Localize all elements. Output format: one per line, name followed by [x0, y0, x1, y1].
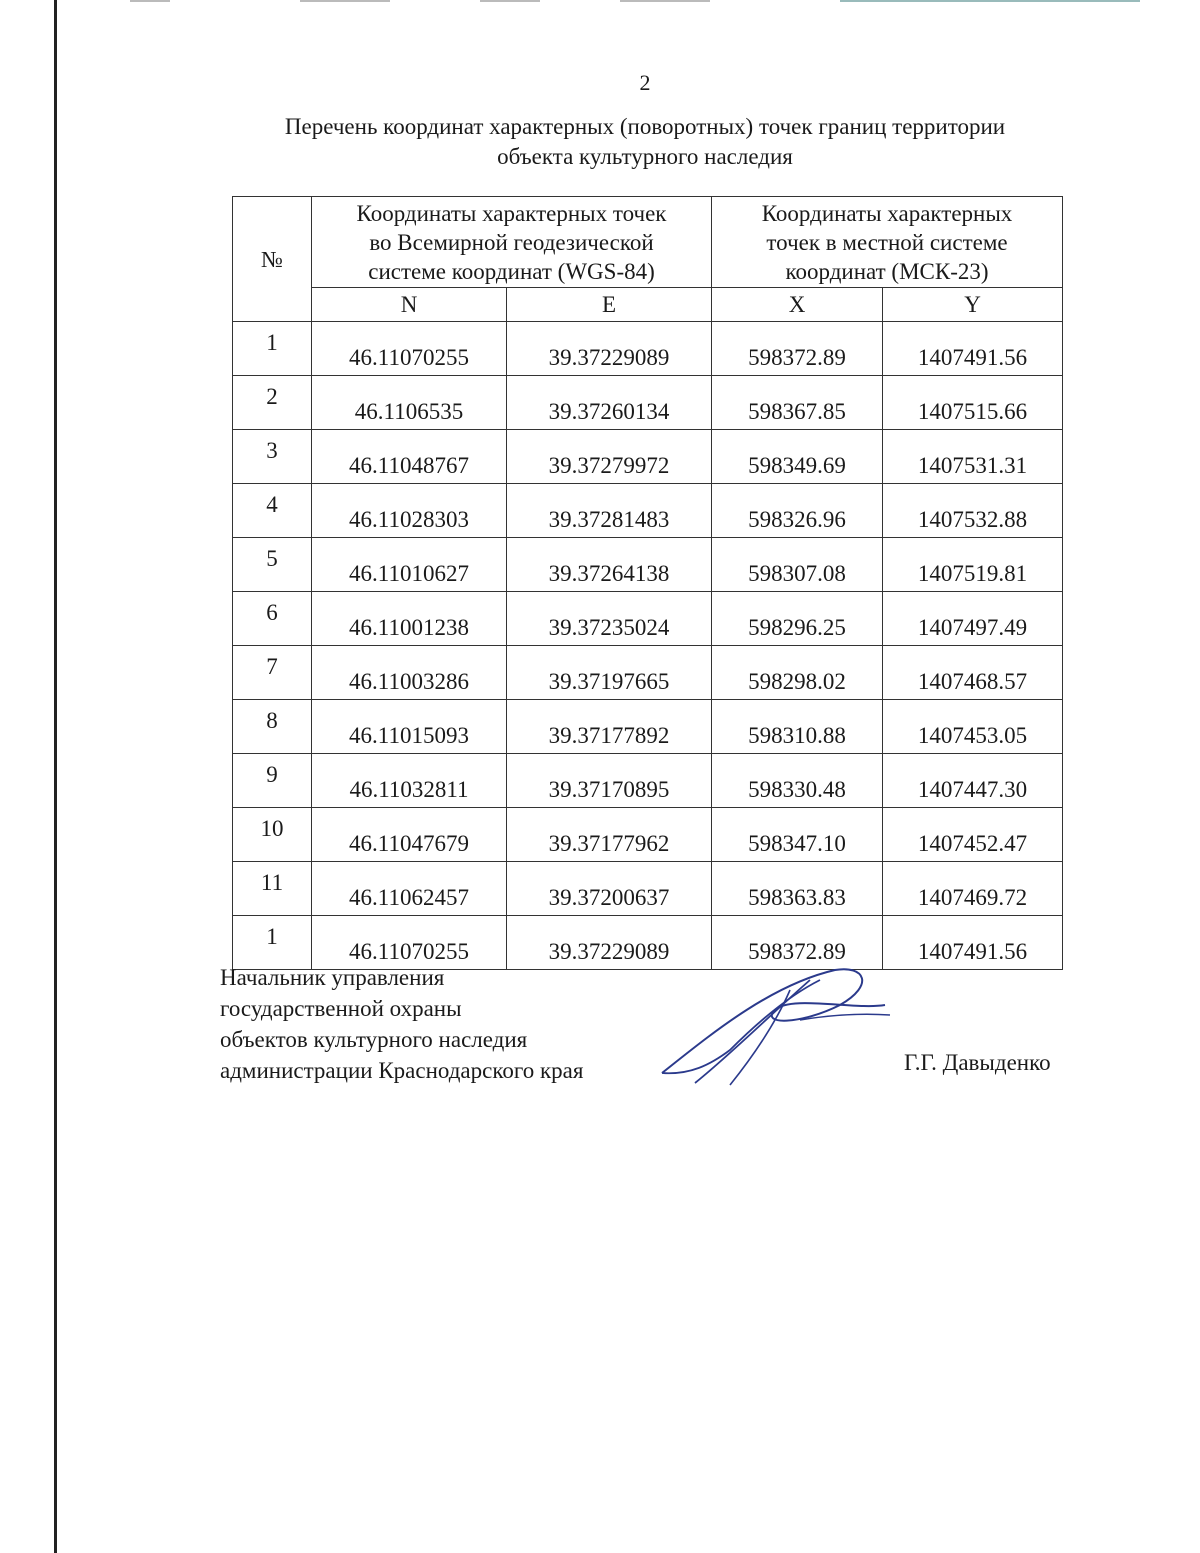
cell-msk23-x: 598349.69: [712, 430, 883, 484]
cell-point-number: 4: [233, 484, 312, 538]
cell-wgs84-n: 46.11062457: [312, 862, 507, 916]
scan-left-edge: [54, 0, 57, 1553]
cell-point-number: 7: [233, 646, 312, 700]
cell-wgs84-e: 39.37260134: [507, 376, 712, 430]
cell-wgs84-n: 46.11001238: [312, 592, 507, 646]
cell-msk23-y: 1407532.88: [883, 484, 1063, 538]
header-msk23-line-2: точек в местной системе: [766, 229, 1008, 255]
cell-msk23-x: 598363.83: [712, 862, 883, 916]
document-title-line-2: объекта культурного наследия: [497, 144, 793, 169]
cell-msk23-y: 1407452.47: [883, 808, 1063, 862]
signatory-line-3: объектов культурного наследия: [220, 1027, 528, 1052]
cell-wgs84-n: 46.11010627: [312, 538, 507, 592]
scan-speck: [620, 0, 710, 2]
cell-point-number: 3: [233, 430, 312, 484]
document-title-line-1: Перечень координат характерных (поворотных) точек границ территории: [284, 114, 1006, 139]
table-row: [233, 862, 1063, 916]
cell-msk23-x: 598347.10: [712, 808, 883, 862]
coordinates-table: [232, 196, 1063, 970]
cell-wgs84-e: 39.37197665: [507, 646, 712, 700]
cell-msk23-x: 598330.48: [712, 754, 883, 808]
table-row: [233, 700, 1063, 754]
cell-wgs84-e: 39.37177962: [507, 808, 712, 862]
cell-point-number: 2: [233, 376, 312, 430]
cell-msk23-x: 598307.08: [712, 538, 883, 592]
scan-top-specks: [0, 0, 1200, 6]
cell-wgs84-e: 39.37229089: [507, 322, 712, 376]
table-row: [233, 322, 1063, 376]
cell-msk23-y: 1407519.81: [883, 538, 1063, 592]
header-msk23-line-3: координат (МСК-23): [785, 258, 989, 284]
cell-msk23-x: 598326.96: [712, 484, 883, 538]
scan-speck: [130, 0, 170, 2]
signatory-line-2: государственной охраны: [220, 996, 462, 1021]
cell-msk23-y: 1407468.57: [883, 646, 1063, 700]
cell-wgs84-n: 46.11048767: [312, 430, 507, 484]
cell-wgs84-n: 46.11028303: [312, 484, 507, 538]
scan-speck: [300, 0, 390, 2]
header-n: N: [312, 288, 507, 322]
handwritten-signature: [650, 965, 910, 1100]
header-e: E: [507, 288, 712, 322]
cell-msk23-y: 1407447.30: [883, 754, 1063, 808]
cell-wgs84-e: 39.37200637: [507, 862, 712, 916]
header-y: Y: [883, 288, 1063, 322]
cell-point-number: 8: [233, 700, 312, 754]
cell-wgs84-e: 39.37281483: [507, 484, 712, 538]
header-wgs84-line-2: во Всемирной геодезической: [369, 229, 654, 255]
cell-point-number: 9: [233, 754, 312, 808]
cell-msk23-x: 598296.25: [712, 592, 883, 646]
cell-wgs84-n: 46.11047679: [312, 808, 507, 862]
cell-point-number: 10: [233, 808, 312, 862]
header-wgs84-line-1: Координаты характерных точек: [356, 200, 667, 226]
cell-wgs84-e: 39.37170895: [507, 754, 712, 808]
cell-wgs84-n: 46.11032811: [312, 754, 507, 808]
cell-wgs84-e: 39.37264138: [507, 538, 712, 592]
cell-msk23-x: 598367.85: [712, 376, 883, 430]
cell-msk23-y: 1407515.66: [883, 376, 1063, 430]
document-title: [200, 112, 1090, 172]
cell-wgs84-n: 46.1106535: [312, 376, 507, 430]
cell-point-number: 1: [233, 322, 312, 376]
cell-msk23-y: 1407453.05: [883, 700, 1063, 754]
cell-wgs84-n: 46.11003286: [312, 646, 507, 700]
cell-point-number: 5: [233, 538, 312, 592]
header-wgs84-line-3: системе координат (WGS-84): [368, 258, 655, 284]
signatory-line-4: администрации Краснодарского края: [220, 1058, 584, 1083]
cell-wgs84-e: 39.37177892: [507, 700, 712, 754]
cell-msk23-y: 1407469.72: [883, 862, 1063, 916]
cell-msk23-x: 598298.02: [712, 646, 883, 700]
table-row: [233, 808, 1063, 862]
cell-msk23-x: 598310.88: [712, 700, 883, 754]
header-group-msk23: [712, 197, 1063, 288]
header-number: №: [233, 197, 312, 322]
cell-msk23-y: 1407491.56: [883, 916, 1063, 970]
cell-point-number: 1: [233, 916, 312, 970]
signatory-position: [220, 962, 583, 1086]
cell-wgs84-e: 39.37229089: [507, 916, 712, 970]
table-row: [233, 646, 1063, 700]
cell-point-number: 11: [233, 862, 312, 916]
page-number: 2: [639, 70, 651, 95]
cell-wgs84-n: 46.11015093: [312, 700, 507, 754]
table-row: [233, 376, 1063, 430]
cell-msk23-y: 1407491.56: [883, 322, 1063, 376]
scan-speck: [480, 0, 540, 2]
table-row: [233, 538, 1063, 592]
signatory-name: Г.Г. Давыденко: [904, 1050, 1051, 1075]
cell-wgs84-n: 46.11070255: [312, 916, 507, 970]
cell-msk23-x: 598372.89: [712, 916, 883, 970]
header-x: X: [712, 288, 883, 322]
table-row: [233, 754, 1063, 808]
cell-wgs84-e: 39.37235024: [507, 592, 712, 646]
table-row: [233, 592, 1063, 646]
table-row: [233, 484, 1063, 538]
coordinates-table-body: [233, 322, 1063, 970]
table-row: [233, 430, 1063, 484]
header-msk23-line-1: Координаты характерных: [761, 200, 1013, 226]
cell-msk23-x: 598372.89: [712, 322, 883, 376]
cell-point-number: 6: [233, 592, 312, 646]
cell-wgs84-e: 39.37279972: [507, 430, 712, 484]
header-group-wgs84: [312, 197, 712, 288]
cell-wgs84-n: 46.11070255: [312, 322, 507, 376]
cell-msk23-y: 1407531.31: [883, 430, 1063, 484]
signatory-line-1: Начальник управления: [220, 965, 445, 990]
cell-msk23-y: 1407497.49: [883, 592, 1063, 646]
scan-speck: [840, 0, 1140, 2]
